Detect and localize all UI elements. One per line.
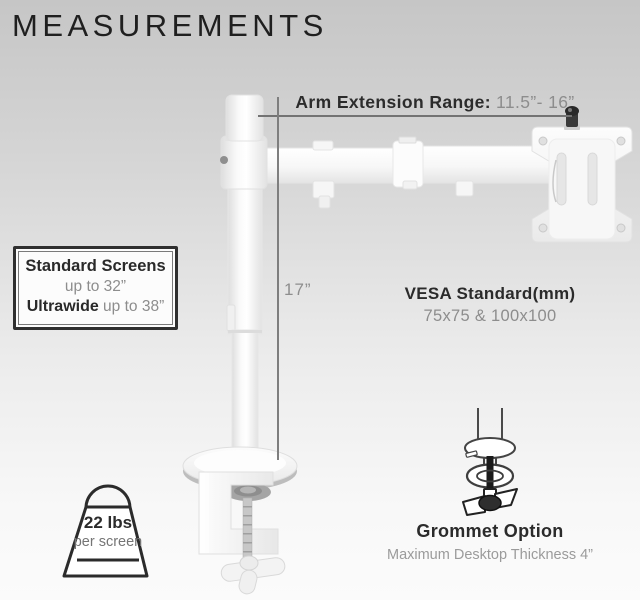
weight-unit: per screen <box>73 534 143 550</box>
vesa-standard-title: VESA Standard(mm) <box>404 284 576 303</box>
screen-size-callout-inner <box>18 251 173 325</box>
screen-size-callout <box>13 246 178 330</box>
screen-size-line2: up to 32” <box>64 278 127 295</box>
grommet-option-title: Grommet Option <box>416 521 564 541</box>
vesa-standard-label <box>390 284 590 326</box>
clamp-screw-rod <box>243 498 252 560</box>
clamp-knob <box>220 556 286 596</box>
screen-size-line1: Standard Screens <box>25 257 166 275</box>
page-title: MEASUREMENTS <box>12 8 328 43</box>
pole <box>220 95 267 466</box>
arm-extension-label-text: Arm Extension Range: <box>295 92 492 112</box>
screen-size-line3-bold: Ultrawide <box>26 298 99 315</box>
arm-segment-inner <box>255 137 423 208</box>
arm-segment-outer <box>414 146 554 196</box>
grommet-mount-diagram <box>437 404 543 524</box>
grommet-option-subtitle: Maximum Desktop Thickness 4” <box>386 547 594 563</box>
arm-extension-dimension-line <box>258 115 572 117</box>
arm-extension-value: 11.5”- 16” <box>496 92 575 112</box>
arm-extension-label <box>285 92 585 113</box>
screen-size-line3-rest: up to 38” <box>98 298 165 315</box>
weight-capacity <box>56 482 164 586</box>
desk-clamp <box>183 447 297 596</box>
pole-height-value: 17” <box>284 280 312 299</box>
vesa-standard-sizes: 75x75 & 100x100 <box>423 307 557 325</box>
pole-height-dimension-line <box>277 97 279 460</box>
grommet-wing-nut <box>463 489 517 515</box>
weight-value: 22 lbs <box>83 513 133 532</box>
screen-size-line3 <box>21 298 170 316</box>
